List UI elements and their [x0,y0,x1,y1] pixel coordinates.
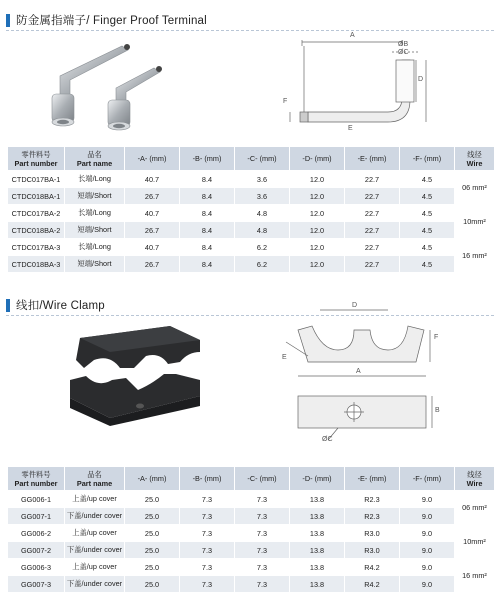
header-c: -C- (mm) [235,147,290,171]
header-wire: 线径 Wire [455,147,495,171]
table-row: CTDC017BA-2 长端/Long 40.7 8.4 4.8 12.0 22.7 4.5 10mm² [8,205,495,222]
wire-size-cell: 16 mm² [455,239,495,273]
header-e: -E- (mm) [345,467,400,491]
dimension-label-e: E [282,354,287,361]
finger-proof-spec-table [7,146,495,273]
header-a: -A- (mm) [125,147,180,171]
dimension-label-d: D [418,76,424,83]
table-row: CTDC018BA-2 短端/Short 26.7 8.4 4.8 12.0 22.7 4.5 [8,222,495,239]
dimension-label-f: F [434,334,439,341]
section-title-finger-proof [6,13,207,27]
header-c: -C- (mm) [235,467,290,491]
wire-clamp-drawing [278,300,448,448]
wire-size-cell: 06 mm² [455,491,495,525]
dimension-label-a: A [350,32,355,39]
table-row: GG006-3 上盖/up cover 25.0 7.3 7.3 13.8 R4.2 9.0 16 mm² [8,559,495,576]
wire-size-cell: 10mm² [455,525,495,559]
table-row: CTDC017BA-1 长端/Long 40.7 8.4 3.6 12.0 22.7 4.5 06 mm² [8,171,495,188]
header-part-number: 零件料号 Part number [8,147,65,171]
header-a: -A- (mm) [125,467,180,491]
header-b: -B- (mm) [180,467,235,491]
header-part-number: 零件料号 Part number [8,467,65,491]
title-bar-marker [6,14,10,27]
table-row: GG006-1 上盖/up cover 25.0 7.3 7.3 13.8 R2.3 9.0 06 mm² [8,491,495,508]
header-part-name: 品名 Part name [65,147,125,171]
header-d: -D- (mm) [290,147,345,171]
header-wire: 线径 Wire [455,467,495,491]
finger-proof-terminal-photo [30,36,200,136]
dimension-label-a: A [356,368,361,375]
header-e: -E- (mm) [345,147,400,171]
dimension-label-d: D [352,302,358,309]
table-row: GG007-2 下盖/under cover 25.0 7.3 7.3 13.8 R3.0 9.0 [8,542,495,559]
wire-size-cell: 10mm² [455,205,495,239]
header-b: -B- (mm) [180,147,235,171]
dimension-label-b: ØB [398,41,409,48]
finger-proof-terminal-drawing [280,30,440,140]
dimension-label-c: ØC [398,49,409,56]
table-row: GG007-1 下盖/under cover 25.0 7.3 7.3 13.8 R2.3 9.0 [8,508,495,525]
header-part-name: 品名 Part name [65,467,125,491]
dimension-label-b: B [435,407,440,414]
title-bar-marker [6,299,10,312]
table-row: GG006-2 上盖/up cover 25.0 7.3 7.3 13.8 R3.0 9.0 10mm² [8,525,495,542]
section-title-text: 线扣/Wire Clamp [16,300,105,312]
header-f: -F- (mm) [400,467,455,491]
table-row: GG007-3 下盖/under cover 25.0 7.3 7.3 13.8 R4.2 9.0 [8,576,495,593]
header-f: -F- (mm) [400,147,455,171]
header-d: -D- (mm) [290,467,345,491]
wire-size-cell: 06 mm² [455,171,495,205]
wire-clamp-photo [50,318,230,428]
section-title-wire-clamp [6,298,105,312]
dimension-label-c: ØC [322,436,333,443]
table-row: CTDC018BA-1 短端/Short 26.7 8.4 3.6 12.0 22.7 4.5 [8,188,495,205]
wire-size-cell: 16 mm² [455,559,495,593]
dimension-label-f: F [283,98,288,105]
table-row: CTDC017BA-3 长端/Long 40.7 8.4 6.2 12.0 22.7 4.5 16 mm² [8,239,495,256]
dimension-label-e: E [348,125,353,132]
wire-clamp-spec-table [7,466,495,593]
table-row: CTDC018BA-3 短端/Short 26.7 8.4 6.2 12.0 22.7 4.5 [8,256,495,273]
section-title-text: 防金属指端子/ Finger Proof Terminal [16,15,207,27]
